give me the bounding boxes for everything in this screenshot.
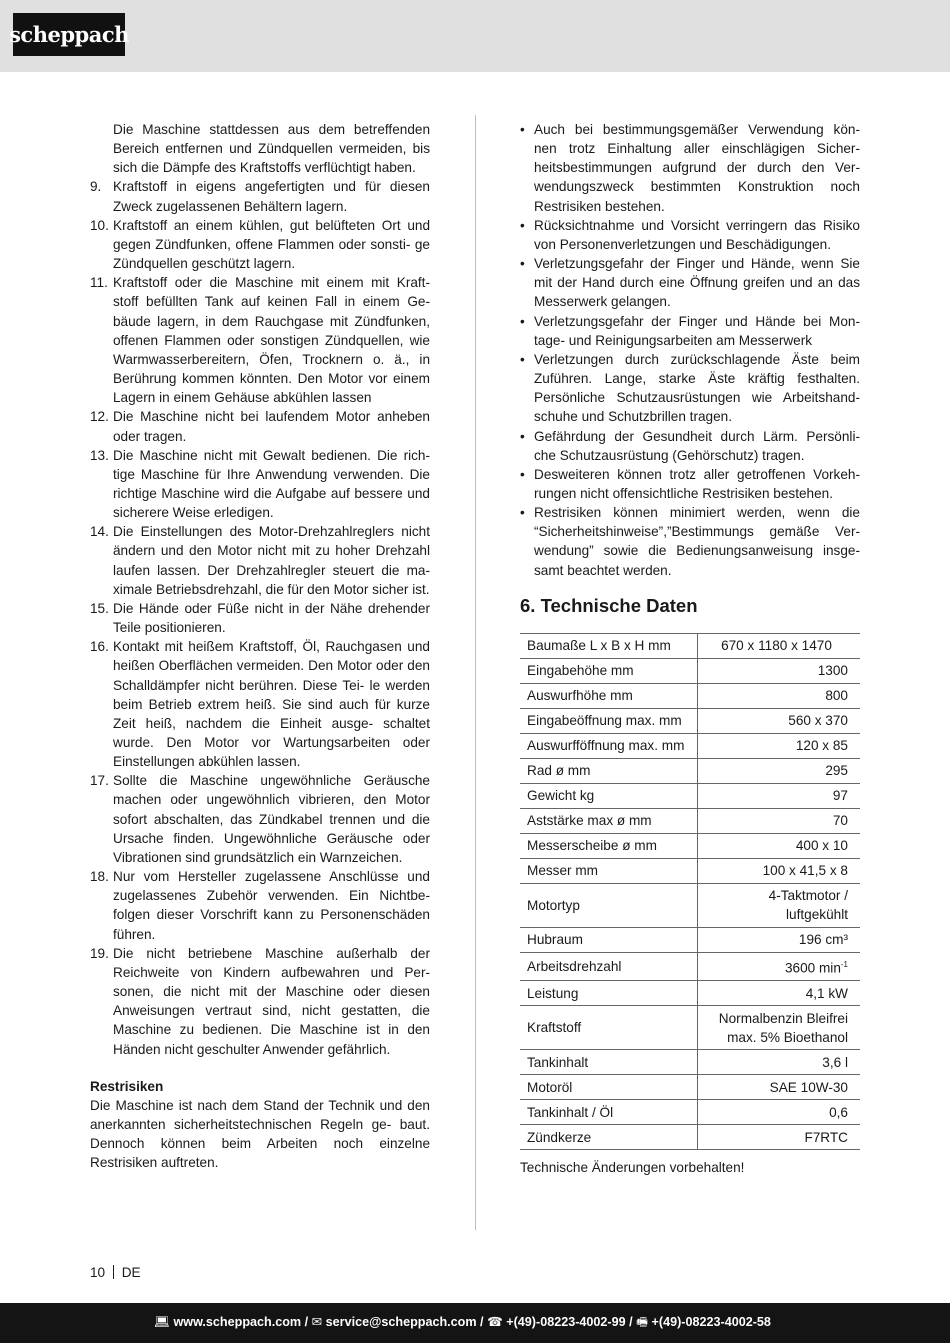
table-row (520, 783, 860, 808)
spec-value (698, 733, 861, 758)
safety-item (90, 216, 430, 273)
column-divider (475, 115, 476, 1230)
residual-risk-item (520, 465, 860, 503)
spec-value-text: 800 (825, 688, 848, 704)
table-row (520, 981, 860, 1006)
safety-item-text: Kraftstoff oder die Maschine mit einem mit Kraft- stoff befüllten Tank auf keinen Fall in einem Ge- bäude lagern, in dem Rauchgase mit Zündfunken, offenen Flammen oder sonstigen Zündquellen, wie Warmwasserbereitern, Öfen, Trocknern o. ä., in Berührung kommen könnten. Den Motor vor einem Lagern in einem Gehäuse abkühlen lassen (113, 275, 430, 406)
spec-value-text: 70 (832, 813, 848, 829)
technical-changes-note: Technische Änderungen vorbehalten! (520, 1160, 745, 1176)
table-row (520, 1006, 860, 1050)
spec-value (698, 883, 861, 927)
technical-data-table (520, 633, 860, 1151)
safety-item-text: Die Hände oder Füße nicht in der Nähe drehender Teile positionieren. (113, 600, 430, 636)
spec-value (698, 1125, 861, 1150)
spec-value-text: 3600 min (784, 960, 841, 976)
table-row (520, 858, 860, 883)
safety-item-text: Kontakt mit heißem Kraftstoff, Öl, Rauchgasen und heißen Oberflächen vermeiden. Den Motor oder den Schalldämpfer nicht berühren. Diese Tei- le werden beim Betrieb extrem heiß. Sie sind auch für kurze Zeit heiß, nachdem die Einheit ausge- schaltet wurde. Den Motor vor Wartungsarbeiten oder Einstellungen abkühlen lassen. (113, 639, 430, 770)
spec-value (698, 758, 861, 783)
footer-phone: +(49)-08223-4002-99 (506, 1314, 626, 1329)
spec-label: Eingabehöhe mm (520, 658, 698, 683)
spec-value-text: 196 cm³ (798, 932, 848, 948)
table-row (520, 733, 860, 758)
spec-value-text: 1300 (817, 663, 848, 679)
page-number (90, 1265, 141, 1280)
spec-value (698, 1100, 861, 1125)
bullet-icon: • (520, 313, 525, 329)
section-title-technische-daten: 6. Technische Daten (520, 594, 698, 616)
bullet-icon: • (520, 351, 525, 367)
spec-value (698, 683, 861, 708)
residual-risk-text: Verletzungsgefahr der Finger und Hände, wenn Sie mit der Hand durch eine Öffnung greifen und an das Messerwerk gelangen. (534, 256, 860, 310)
spec-value-text: 120 x 85 (795, 738, 848, 754)
spec-value-text: 400 x 10 (795, 838, 848, 854)
table-row (520, 683, 860, 708)
safety-item-number: 12. (90, 409, 109, 425)
safety-item-text: Die Maschine nicht bei laufendem Motor anheben oder tragen. (113, 409, 430, 444)
residual-risk-item (520, 427, 860, 465)
spec-label: Auswurfföffnung max. mm (520, 733, 698, 758)
page-number-value: 10 (90, 1265, 106, 1280)
spec-label: Arbeitsdrehzahl (520, 952, 698, 981)
table-row (520, 1050, 860, 1075)
spec-value (698, 1075, 861, 1100)
spec-label: Eingabeöffnung max. mm (520, 708, 698, 733)
residual-risk-text: Auch bei bestimmungsgemäßer Verwendung kön- nen trotz Einhaltung aller einschlägigen Sicher- heitsbestimmungen aufgrund der durch den Ver- wendungszweck bestimmten Konstruktion noch Restrisiken bestehen. (534, 122, 860, 214)
table-row (520, 708, 860, 733)
safety-item-text: Kraftstoff an einem kühlen, gut belüfteten Ort und gegen Zündfunken, offene Flammen oder sonsti- ge Zündquellen geschützt lagern. (113, 217, 430, 272)
spec-label: Hubraum (520, 927, 698, 952)
residual-risk-item (520, 216, 860, 254)
bullet-icon: • (520, 428, 525, 444)
safety-item (90, 867, 430, 944)
page-header (0, 0, 950, 72)
spec-label: Tankinhalt (520, 1050, 698, 1075)
safety-item (90, 944, 430, 1059)
bullet-icon: • (520, 505, 525, 521)
table-row (520, 927, 860, 952)
spec-value (698, 927, 861, 952)
spec-value-text: 4,1 kW (805, 985, 848, 1001)
residual-risk-item (520, 350, 860, 427)
table-row (520, 833, 860, 858)
safety-item (90, 407, 430, 445)
safety-item-number: 11. (90, 275, 108, 291)
spec-label: Tankinhalt / Öl (520, 1100, 698, 1125)
residual-risk-item (520, 254, 860, 311)
left-column (90, 120, 430, 1172)
table-row (520, 952, 860, 981)
fax-icon: 🖷︎ (636, 1314, 649, 1329)
spec-label: Auswurfhöhe mm (520, 683, 698, 708)
safety-item (90, 637, 430, 771)
spec-value (698, 1006, 861, 1050)
footer-contact: 💻︎ www.scheppach.com / ✉︎ service@scheppach.com / ☎︎ +(49)-08223-4002-99 / 🖷︎ +(49)-08223-4002-58 (154, 1314, 771, 1329)
safety-item (90, 177, 430, 215)
table-row (520, 883, 860, 927)
residual-risk-text: Restrisiken können minimiert werden, wenn die “Sicherheitshinweise”,”Bestimmungs gemäße Ver- wendung” sowie die Bedienungsanweisung insge- samt beachtet werden. (534, 505, 860, 578)
bullet-icon: • (520, 122, 525, 137)
spec-value (698, 783, 861, 808)
safety-item (90, 771, 430, 867)
safety-item-continued: Die Maschine stattdessen aus dem betreffenden Bereich entfernen und Zündquellen vermeiden, bis sich die Dämpfe des Kraftstoffs verflüchtigt haben. (113, 122, 430, 176)
safety-item-text: Die Einstellungen des Motor-Drehzahlreglers nicht ändern und den Motor nicht mit zu hoher Drehzahl laufen lassen. Der Drehzahlregler steuert die ma- ximale Betriebsdrehzahl, die für den Motor sicher ist. (113, 524, 430, 597)
spec-value-superscript: -1 (840, 960, 848, 970)
spec-value-text: Normalbenzin Bleifrei max. 5% Bioethanol (718, 1010, 848, 1045)
spec-value-text: SAE 10W-30 (769, 1079, 848, 1095)
spec-value-text: 0,6 (829, 1104, 848, 1120)
laptop-icon: 💻︎ (154, 1314, 170, 1329)
phone-icon: ☎︎ (487, 1314, 503, 1329)
spec-value-text: F7RTC (804, 1129, 848, 1145)
safety-item-text: Nur vom Hersteller zugelassene Anschlüsse und zugelassenes Zubehör verwenden. Ein Nichtbe- folgen dieser Vorschrift kann zu Personenschäden führen. (113, 869, 430, 942)
safety-item-text: Sollte die Maschine ungewöhnliche Geräusche machen oder ungewöhnlich vibrieren, den Motor sofort abschalten, das Zündkabel trennen und die Ursache finden. Ungewöhnliche Geräusche oder Vibrationen sind grundsätzlich ein Warnzeichen. (113, 773, 430, 865)
safety-item (90, 273, 430, 407)
table-row (520, 658, 860, 683)
residual-risks-list (520, 120, 860, 580)
safety-item-number: 9. (90, 179, 102, 195)
safety-item-text: Die Maschine nicht mit Gewalt bedienen. Die rich- tige Maschine für Ihre Anwendung verwenden. Die richtige Maschine wird die Aufgabe auf bessere und sicherere Weise erledigen. (113, 447, 430, 521)
spec-value-text: 295 (825, 763, 848, 779)
residual-risk-text: Verletzungsgefahr der Finger und Hände bei Mon- tage- und Reinigungsarbeiten am Messerwerk (534, 313, 860, 348)
safety-item-number: 16. (90, 639, 109, 655)
bullet-icon: • (520, 466, 525, 482)
spec-value-text: 670 x 1180 x 1470 (721, 638, 832, 654)
table-row (520, 758, 860, 783)
safety-item (90, 599, 430, 637)
residual-risk-item (520, 503, 860, 580)
residual-risk-text: Verletzungen durch zurückschlagende Äste beim Zuführen. Lange, starke Äste kräftig festhalten. Persönliche Schutzausrüstungen wie Arbeitshand- schuhe und Schutzbrillen tragen. (534, 351, 860, 425)
scheppach-logo: scheppach (13, 13, 125, 56)
bullet-icon: • (520, 217, 525, 233)
residual-risk-text: Gefährdung der Gesundheit durch Lärm. Persönli- che Schutzausrüstung (Gehörschutz) tragen. (534, 428, 860, 463)
table-row (520, 1100, 860, 1125)
residual-risk-item (520, 120, 860, 216)
spec-label: Motortyp (520, 883, 698, 927)
spec-value (698, 981, 861, 1006)
spec-value (698, 858, 861, 883)
page-footer (0, 1303, 950, 1343)
page-number-separator (113, 1265, 114, 1279)
spec-label: Kraftstoff (520, 1006, 698, 1050)
spec-label: Messerscheibe ø mm (520, 833, 698, 858)
spec-value (698, 952, 861, 981)
spec-label: Messer mm (520, 858, 698, 883)
spec-value (698, 633, 861, 658)
spec-value-text: 3,6 l (822, 1054, 848, 1070)
spec-label: Leistung (520, 981, 698, 1006)
bullet-icon: • (520, 256, 525, 272)
spec-label: Rad ø mm (520, 758, 698, 783)
safety-item-number: 13. (90, 447, 109, 463)
restrisiken-text: Die Maschine ist nach dem Stand der Technik und den anerkannten sicherheitstechnischen Regeln ge- baut. Dennoch können beim Arbeiten noch einzelne Restrisiken auftreten. (90, 1097, 430, 1171)
safety-item (90, 522, 430, 599)
safety-item-number: 14. (90, 524, 109, 540)
residual-risk-text: Rücksichtnahme und Vorsicht verringern das Risiko von Personenverletzungen und Beschädigungen. (534, 217, 860, 252)
right-column (520, 120, 860, 1178)
spec-label: Aststärke max ø mm (520, 808, 698, 833)
safety-item-number: 19. (90, 945, 109, 961)
spec-value-text: 4-Taktmotor / luftgekühlt (768, 888, 848, 923)
safety-item-number: 15. (90, 600, 109, 616)
spec-value (698, 708, 861, 733)
safety-item-text: Die nicht betriebene Maschine außerhalb der Reichweite von Kindern aufbewahren und Per- sonen, die nicht mit der Maschine oder diesen Anweisungen vertraut sind, nicht gestatten, die Maschine zu bedienen. Die Maschine ist in den Händen nicht geschulter Anwender gefährlich. (113, 945, 430, 1057)
safety-item-text: Kraftstoff in eigens angefertigten und für diesen Zweck zugelassenen Behältern lagern. (113, 179, 430, 214)
language-code: DE (121, 1265, 141, 1280)
safety-item-number: 18. (90, 869, 109, 885)
spec-value-text: 560 x 370 (788, 713, 848, 729)
restrisiken-heading: Restrisiken (90, 1078, 164, 1094)
spec-label: Motoröl (520, 1075, 698, 1100)
safety-item-number: 17. (90, 773, 109, 789)
footer-website[interactable]: www.scheppach.com (173, 1314, 302, 1329)
safety-item-number: 10. (90, 217, 109, 233)
footer-email[interactable]: service@scheppach.com (325, 1314, 477, 1329)
table-row (520, 1125, 860, 1150)
spec-value-text: 97 (832, 788, 848, 804)
envelope-icon: ✉︎ (311, 1314, 323, 1329)
table-row (520, 1075, 860, 1100)
footer-fax: +(49)-08223-4002-58 (651, 1314, 771, 1329)
spec-label: Zündkerze (520, 1125, 698, 1150)
spec-value-text: 100 x 41,5 x 8 (762, 863, 848, 879)
safety-instructions-list (90, 177, 430, 1058)
spec-value (698, 1050, 861, 1075)
residual-risk-item (520, 312, 860, 350)
table-row (520, 808, 860, 833)
spec-value (698, 833, 861, 858)
spec-value (698, 808, 861, 833)
spec-value (698, 658, 861, 683)
safety-item (90, 446, 430, 523)
residual-risk-text: Desweiteren können trotz aller getroffenen Vorkeh- rungen nicht offensichtliche Restrisiken bestehen. (534, 466, 860, 501)
table-row (520, 633, 860, 658)
spec-label: Gewicht kg (520, 783, 698, 808)
spec-label: Baumaße L x B x H mm (520, 633, 698, 658)
